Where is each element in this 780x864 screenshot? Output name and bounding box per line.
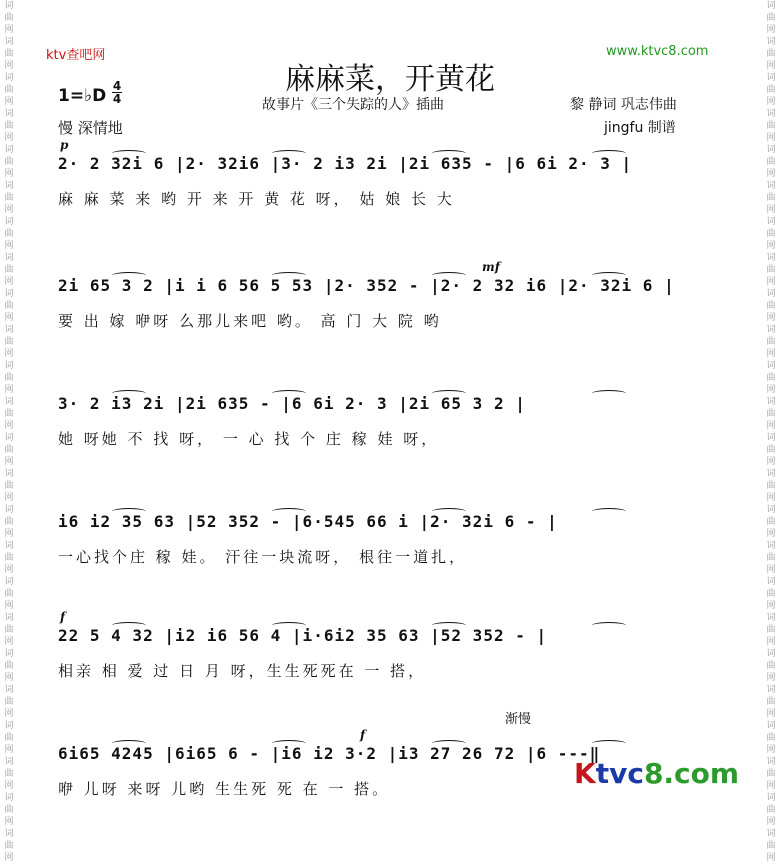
ktvc8-logo [574,757,739,790]
song-subtitle: 故事片《三个失踪的人》插曲 [262,97,444,113]
slur-arc [272,150,306,157]
slur-arc [272,272,306,279]
slur-arc [592,272,626,279]
meter-bottom: 4 [112,92,122,106]
brand-right-url[interactable]: www.ktvc8.com [606,44,709,59]
slur-arc [112,390,146,397]
credit-transcriber: jingfu 制谱 [604,120,676,136]
slur-arc [432,150,466,157]
slur-arc [112,622,146,629]
slur-arc [112,740,146,747]
logo-part-1: K [574,757,596,790]
lyrics-line: 她 呀她 不 找 呀， 一 心 找 个 庄 稼 娃 呀， [58,430,440,448]
notation-line: 2i 65 3 2 |i i 6 56 5 53 |2· 352 - |2· 2 32 i6 |2· 32i 6 | [58,276,675,295]
lyrics-line: 一心找个庄 稼 娃。 汗往一块流呀， 根往一道扎， [58,548,468,566]
tempo-marking: 慢 深情地 [58,119,123,137]
lyrics-line: 相亲 相 爱 过 日 月 呀，生生死死在 一 搭， [58,662,427,680]
slur-arc [592,150,626,157]
slur-arc [112,272,146,279]
song-title: 麻麻菜，开黄花 [285,62,495,97]
side-watermark-right: 词曲网词曲网词曲网词曲网词曲网词曲网词曲网词曲网词曲网词曲网词曲网词曲网词曲网词曲网词曲网词曲网词曲网词曲网词曲网词曲网词曲网词曲网词曲网词曲网 [766,1,776,863]
lyrics-line: 咿 儿呀 来呀 儿哟 生生死 死 在 一 搭。 [58,780,391,798]
slur-arc [272,390,306,397]
slur-arc [592,508,626,515]
slur-arc [592,390,626,397]
slur-arc [592,622,626,629]
dynamic-marking: f [60,610,66,624]
slur-arc [432,740,466,747]
dynamic-marking: mf [482,260,500,274]
key-signature: 1=♭D [58,86,107,106]
slur-arc [432,508,466,515]
logo-part-2: tvc [595,757,644,790]
slur-arc [272,622,306,629]
credit-composer: 黎 静词 巩志伟曲 [570,97,677,113]
notation-line: 2· 2 32i 6 |2· 32i6 |3· 2 i3 2i |2i 635 - |6 6i 2· 3 | [58,154,633,173]
slur-arc [272,508,306,515]
dynamic-marking: f [360,728,366,742]
slur-arc [272,740,306,747]
logo-part-3: 8.com [643,757,740,790]
time-signature [112,80,122,105]
notation-line: i6 i2 35 63 |52 352 - |6·545 66 i |2· 32i 6 - | [58,512,558,531]
side-watermark-left: 词曲网词曲网词曲网词曲网词曲网词曲网词曲网词曲网词曲网词曲网词曲网词曲网词曲网词曲网词曲网词曲网词曲网词曲网词曲网词曲网词曲网词曲网词曲网词曲网 [4,1,14,863]
slur-arc [432,272,466,279]
slur-arc [592,740,626,747]
tempo-change-marking: 渐慢 [505,712,532,727]
lyrics-line: 麻 麻 菜 来 哟 开 来 开 黄 花 呀， 姑 娘 长 大 [58,190,455,208]
dynamic-marking: p [60,138,69,152]
notation-line: 22 5 4 32 |i2 i6 56 4 |i·6i2 35 63 |52 352 - | [58,626,548,645]
brand-left[interactable]: ktv查吧网 [46,48,106,63]
slur-arc [112,508,146,515]
slur-arc [432,622,466,629]
slur-arc [112,150,146,157]
meter-top: 4 [112,79,122,93]
lyrics-line: 要 出 嫁 咿呀 么那儿来吧 哟。 高 门 大 院 哟 [58,312,442,330]
notation-line: 6i65 4245 |6i65 6 - |i6 i2 3·2 |i3 27 26 72 |6 ---‖ [58,744,601,763]
slur-arc [432,390,466,397]
notation-line: 3· 2 i3 2i |2i 635 - |6 6i 2· 3 |2i 65 3 2 | [58,394,526,413]
